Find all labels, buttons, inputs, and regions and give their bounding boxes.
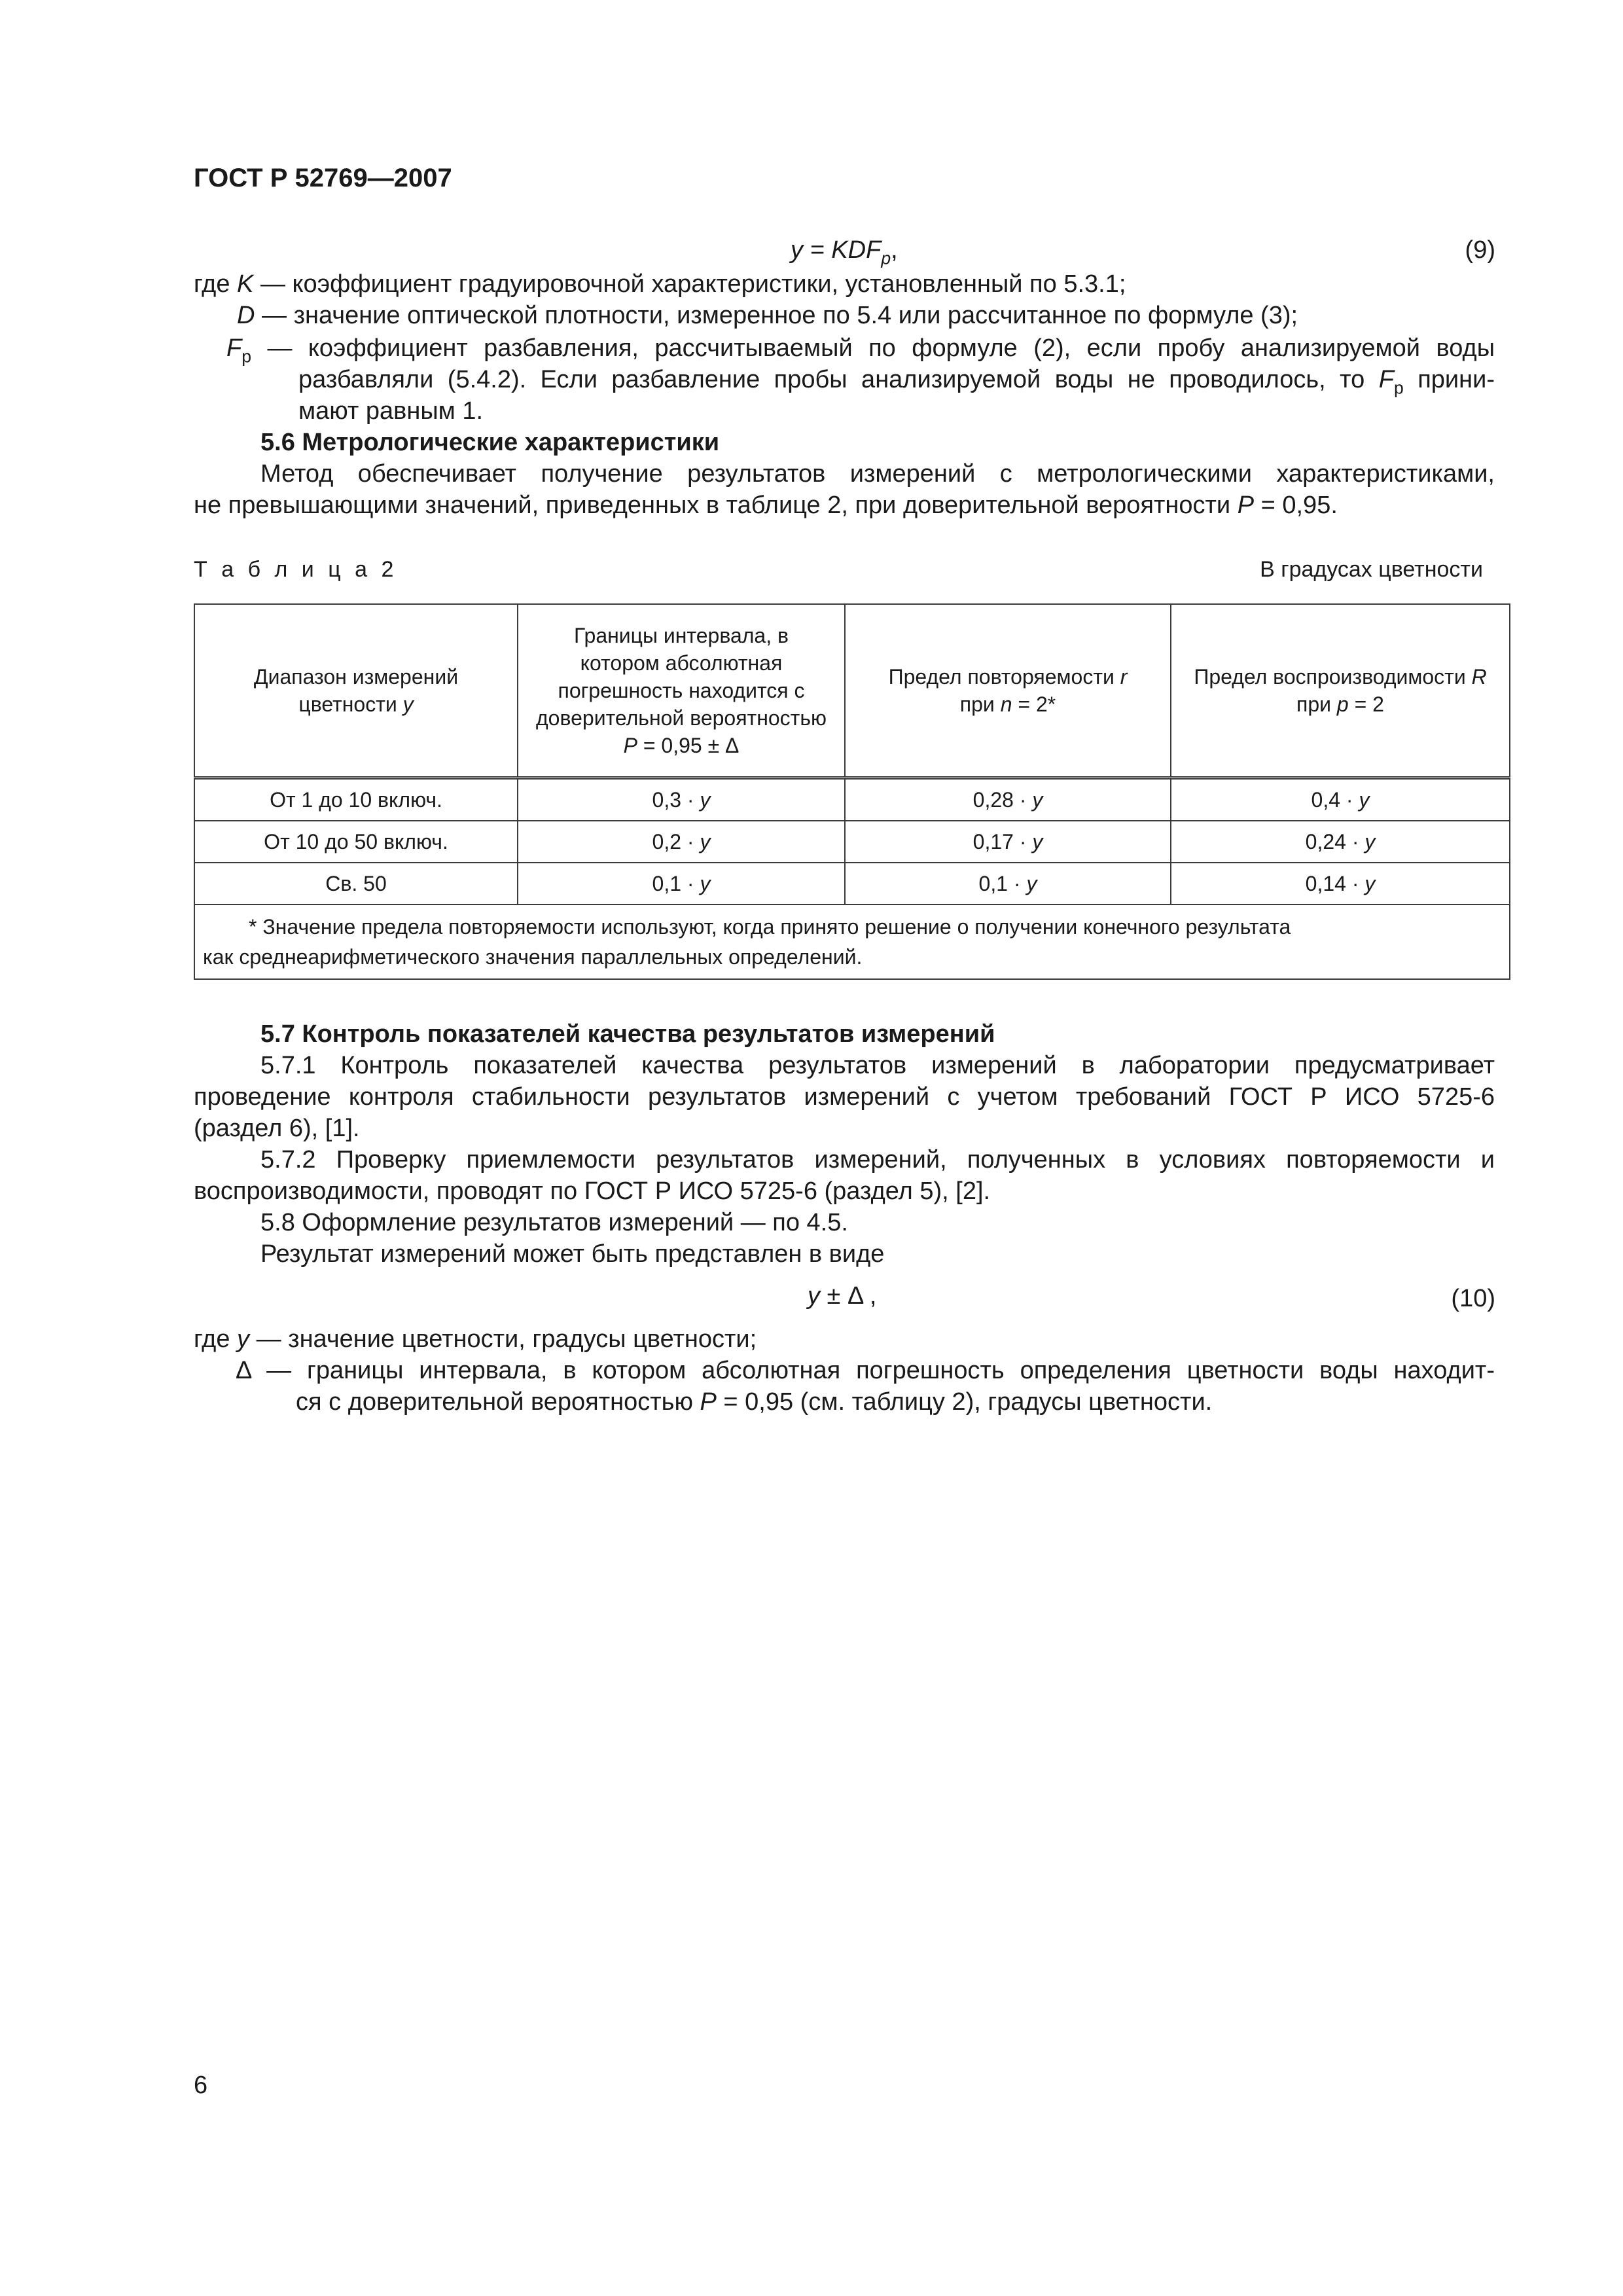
where-f-text-2a: разбавляли (5.4.2). Если разбавление пробы анализируемой воды не проводилось, то bbox=[298, 366, 1379, 393]
footnote-line-2: как среднеарифметического значения параллельных определений. bbox=[203, 945, 863, 969]
header-range-line-1: Диапазон измерений bbox=[253, 665, 459, 689]
where-f-line-3: мают равным 1. bbox=[298, 397, 484, 425]
cell-value: 0,2 · bbox=[652, 830, 700, 853]
table-row bbox=[194, 778, 1510, 821]
header-range bbox=[194, 604, 518, 778]
symbol-f: F bbox=[1378, 366, 1394, 393]
cell-reproducibility bbox=[1171, 863, 1510, 905]
formula-9 bbox=[791, 234, 898, 266]
symbol-p: P bbox=[700, 1388, 717, 1416]
symbol-y: y bbox=[1032, 830, 1043, 853]
table-row bbox=[194, 863, 1510, 905]
header-repeatability-line-2: при bbox=[959, 692, 1001, 716]
cell-value: 0,1 · bbox=[978, 872, 1027, 895]
formula-9-number: (9) bbox=[1465, 236, 1495, 264]
symbol-y: y bbox=[700, 872, 711, 895]
symbol-y: y bbox=[1364, 872, 1376, 895]
header-reproducibility-line-2: при bbox=[1296, 692, 1337, 716]
section-5-6-line-2 bbox=[194, 490, 1338, 521]
where-f-line-1 bbox=[226, 332, 1495, 367]
formula-9-subscript: р bbox=[881, 248, 891, 268]
section-5-8-line: 5.8 Оформление результатов измерений — по 4.5. bbox=[260, 1209, 848, 1236]
section-5-6-title: 5.6 Метрологические характеристики bbox=[260, 429, 720, 456]
cell-reproducibility bbox=[1171, 821, 1510, 863]
symbol-k: K bbox=[237, 270, 254, 298]
symbol-y: y bbox=[700, 788, 711, 812]
symbol-y: y bbox=[1364, 830, 1376, 853]
formula-9-text: y = KDF bbox=[791, 236, 882, 264]
cell-value: 0,24 · bbox=[1305, 830, 1365, 853]
header-delta-line-4: доверительной вероятностью bbox=[536, 706, 827, 730]
formula-10-number: (10) bbox=[1451, 1285, 1495, 1312]
cell-repeatability bbox=[845, 778, 1171, 821]
header-repeatability-line-1: Предел повторяемости bbox=[888, 665, 1120, 689]
where-prefix: где bbox=[194, 270, 238, 298]
cell-range: От 1 до 10 включ. bbox=[194, 778, 518, 821]
where-d-text: — значение оптической плотности, измеренное по 5.4 или рассчитанное по формуле (3); bbox=[255, 302, 1298, 329]
section-5-7-title: 5.7 Контроль показателей качества результатов измерений bbox=[260, 1020, 995, 1048]
section-5-8-line-2: Результат измерений может быть представлен в виде bbox=[260, 1240, 885, 1268]
where-d-line bbox=[237, 300, 1298, 331]
symbol-y: y bbox=[808, 1282, 820, 1310]
header-reproducibility-line-2-end: = 2 bbox=[1348, 692, 1384, 716]
formula-9-tail: , bbox=[891, 236, 898, 264]
where-delta-line-1: Δ — границы интервала, в котором абсолютная погрешность определения цветности воды находит- bbox=[236, 1357, 1495, 1384]
cell-reproducibility bbox=[1171, 778, 1510, 821]
cell-value: 0,28 · bbox=[972, 788, 1033, 812]
header-repeatability bbox=[845, 604, 1171, 778]
symbol-r: r bbox=[1120, 665, 1128, 689]
where-f-text: — коэффициент разбавления, рассчитываемый по формуле (2), если пробу анализируемой воды bbox=[251, 334, 1495, 362]
header-repeatability-line-2-end: = 2* bbox=[1012, 692, 1056, 716]
symbol-p: P bbox=[1237, 492, 1255, 519]
formula-10 bbox=[808, 1280, 876, 1312]
table-footnote-row bbox=[194, 905, 1510, 979]
symbol-y: y bbox=[1026, 872, 1037, 895]
formula-10-text: ± Δ , bbox=[820, 1282, 877, 1310]
table-caption: Т а б л и ц а 2 bbox=[194, 557, 398, 582]
section-5-7-1-line-2: проведение контроля стабильности результатов измерений с учетом требований ГОСТ Р ИСО 5725-6 bbox=[194, 1083, 1495, 1111]
header-delta-line-3: погрешность находится с bbox=[558, 679, 805, 702]
section-5-6-text-end: = 0,95. bbox=[1254, 492, 1338, 519]
symbol-f-subscript: р bbox=[1393, 378, 1404, 398]
where-f-line-2 bbox=[298, 364, 1495, 398]
header-delta-line-1: Границы интервала, в bbox=[573, 624, 789, 647]
header-reproducibility-line-1: Предел воспроизводимости bbox=[1194, 665, 1472, 689]
cell-delta bbox=[518, 863, 845, 905]
table-row bbox=[194, 821, 1510, 863]
cell-value: 0,3 · bbox=[652, 788, 700, 812]
table-header-row bbox=[194, 604, 1510, 778]
section-5-7-1-line-3: (раздел 6), [1]. bbox=[194, 1115, 360, 1142]
where-k-line bbox=[194, 268, 1126, 300]
where-prefix: где bbox=[194, 1325, 238, 1353]
where-f-text-2b: прини- bbox=[1403, 366, 1495, 393]
where-delta-text: ся с доверительной вероятностью bbox=[296, 1388, 700, 1416]
footnote-line-1: * Значение предела повторяемости используют, когда принято решение о получении конечного результата bbox=[249, 915, 1291, 939]
symbol-R: R bbox=[1471, 665, 1487, 689]
where-y-text: — значение цветности, градусы цветности; bbox=[249, 1325, 757, 1353]
symbol-y: y bbox=[700, 830, 711, 853]
header-delta-line-5: = 0,95 ± Δ bbox=[637, 734, 740, 757]
cell-value: 0,14 · bbox=[1305, 872, 1365, 895]
symbol-f: F bbox=[226, 334, 242, 362]
header-delta-line-2: котором абсолютная bbox=[580, 651, 783, 675]
section-5-7-2-line-1: 5.7.2 Проверку приемлемости результатов измерений, полученных в условиях повторяемости и bbox=[260, 1146, 1495, 1174]
where-delta-text-end: = 0,95 (см. таблицу 2), градусы цветности. bbox=[716, 1388, 1213, 1416]
symbol-f-subscript: р bbox=[241, 346, 252, 367]
header-range-line-2: цветности bbox=[298, 692, 403, 716]
symbol-p: P bbox=[623, 734, 637, 757]
section-5-7-2-line-2: воспроизводимости, проводят по ГОСТ Р ИСО 5725-6 (раздел 5), [2]. bbox=[194, 1177, 991, 1205]
cell-delta bbox=[518, 778, 845, 821]
cell-value: 0,17 · bbox=[972, 830, 1033, 853]
cell-range: От 10 до 50 включ. bbox=[194, 821, 518, 863]
section-5-6-line-1: Метод обеспечивает получение результатов измерений с метрологическими характеристиками, bbox=[260, 460, 1495, 488]
cell-delta bbox=[518, 821, 845, 863]
where-delta-line-2 bbox=[296, 1386, 1212, 1418]
cell-repeatability bbox=[845, 863, 1171, 905]
header-reproducibility bbox=[1171, 604, 1510, 778]
symbol-d: D bbox=[237, 302, 255, 329]
where-k-text: — коэффициент градуировочной характеристики, установленный по 5.3.1; bbox=[253, 270, 1126, 298]
cell-value: 0,1 · bbox=[652, 872, 700, 895]
document-header: ГОСТ Р 52769—2007 bbox=[194, 164, 452, 192]
cell-range: Св. 50 bbox=[194, 863, 518, 905]
cell-value: 0,4 · bbox=[1311, 788, 1359, 812]
header-delta bbox=[518, 604, 845, 778]
where-y-line bbox=[194, 1323, 757, 1355]
symbol-y: y bbox=[237, 1325, 250, 1353]
table-unit: В градусах цветности bbox=[1260, 557, 1483, 582]
table-footnote bbox=[194, 905, 1510, 979]
symbol-p: p bbox=[1336, 692, 1349, 716]
table-2 bbox=[194, 603, 1510, 980]
page-number: 6 bbox=[194, 2072, 208, 2099]
symbol-y: y bbox=[1032, 788, 1043, 812]
symbol-y: y bbox=[1359, 788, 1370, 812]
symbol-y: y bbox=[402, 692, 414, 716]
cell-repeatability bbox=[845, 821, 1171, 863]
section-5-7-1-line-1: 5.7.1 Контроль показателей качества результатов измерений в лаборатории предусматривает bbox=[260, 1052, 1495, 1079]
symbol-n: n bbox=[1000, 692, 1012, 716]
section-5-6-text: не превышающими значений, приведенных в таблице 2, при доверительной вероятности bbox=[194, 492, 1238, 519]
